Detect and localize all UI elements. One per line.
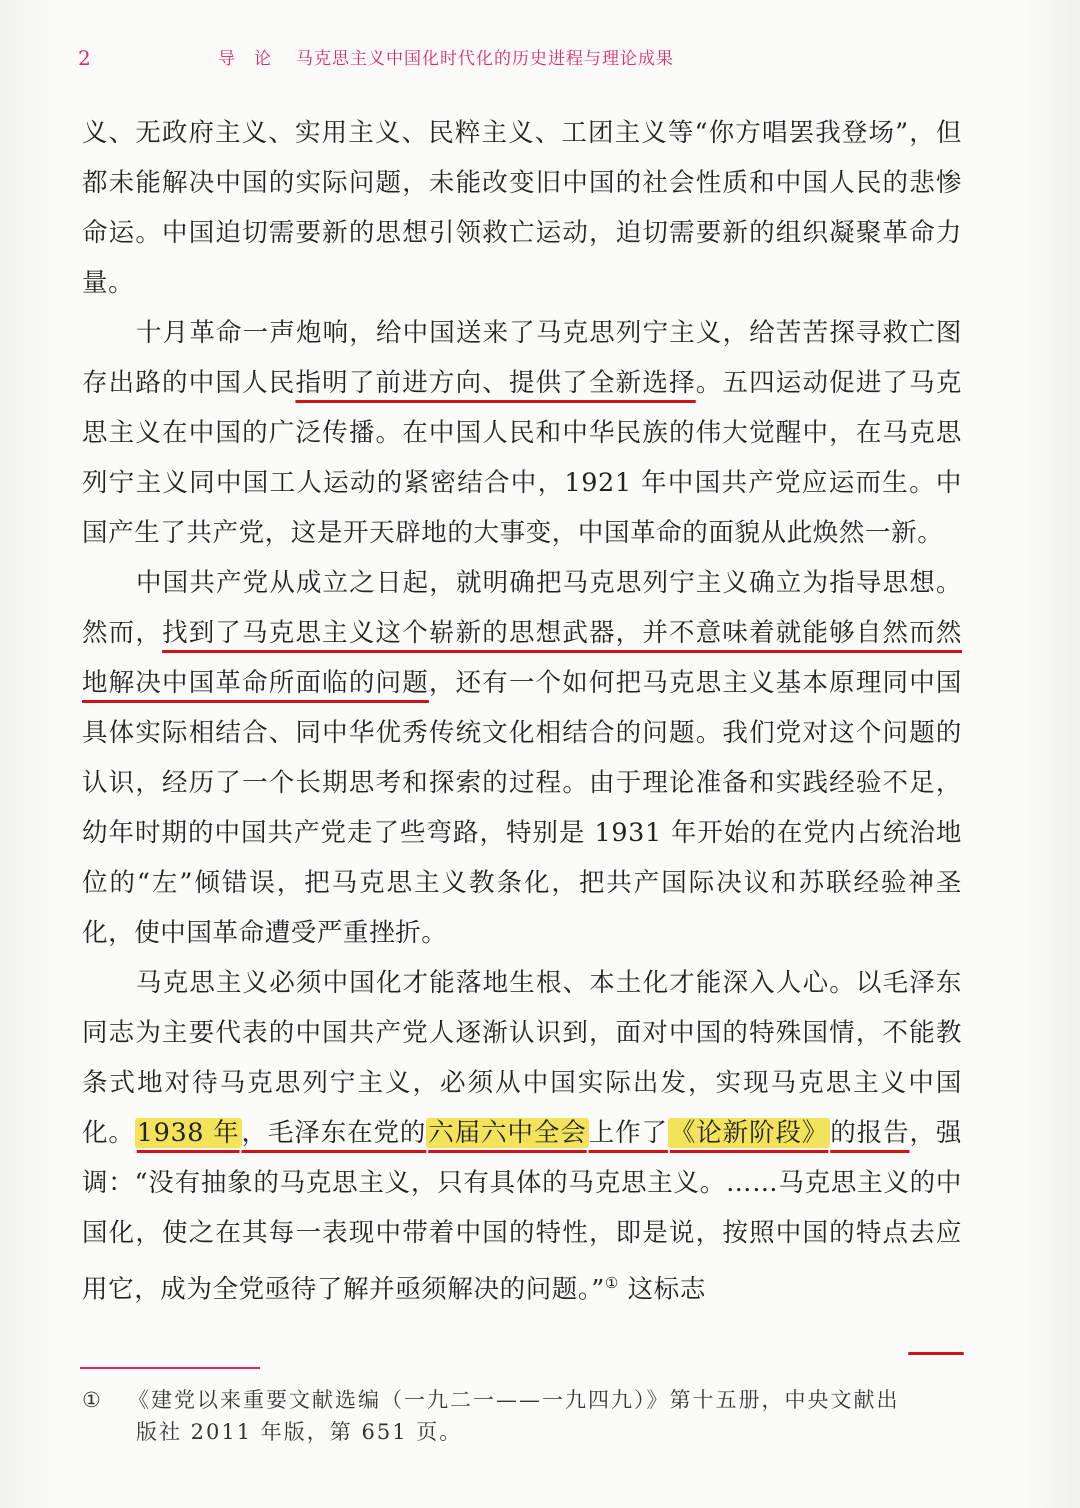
paragraph-4: 马克思主义必须中国化才能落地生根、本土化才能深入人心。以毛泽东同志为主要代表的中国共产党人逐渐认识到，面对中国的特殊国情，不能教条式地对待马克思列宁主义，必须从中国实际出发，实现马克思主义中国化。1938 年，毛泽东在党的六届六中全会上作了《论新阶段》的报告，强调：“没有抽象的马克思主义，只有具体的马克思主义。……马克思主义的中国化，使之在其每一表现中带着中国的特性，即是说，按照中国的特点去应用它，成为全党亟待了解并亟须解决的问题。”① 这标志	[82, 968, 962, 1305]
page-number: 2	[78, 46, 91, 70]
paragraph-1: 义、无政府主义、实用主义、民粹主义、工团主义等“你方唱罢我登场”，但都未能解决中国的实际问题，未能改变旧中国的社会性质和中国人民的悲惨命运。中国迫切需要新的思想引领救亡运动，迫切需要新的组织凝聚革命力量。	[82, 118, 962, 298]
footnote-divider	[80, 1367, 260, 1369]
paragraph-3: 中国共产党从成立之日起，就明确把马克思列宁主义确立为指导思想。然而，找到了马克思主义这个崭新的思想武器，并不意味着就能够自然而然地解决中国革命所面临的问题，还有一个如何把马克思主义基本原理同中国具体实际相结合、同中华优秀传统文化相结合的问题。我们党对这个问题的认识，经历了一个长期思考和探索的过程。由于理论准备和实践经验不足，幼年时期的中国共产党走了些弯路，特别是 1931 年开始的在党内占统治地位的“左”倾错误，把马克思主义教条化，把共产国际决议和苏联经验神圣化，使中国革命遭受严重挫折。	[82, 568, 962, 948]
underline-mark	[908, 1352, 964, 1355]
underlined-text: 找到了马克思主义这个崭新的思想武器，并不意味着就能够自然而然地解决中国革命所面临的问题	[82, 618, 962, 698]
section-label: 导 论	[218, 49, 272, 69]
paragraph-2: 十月革命一声炮响，给中国送来了马克思列宁主义，给苦苦探寻救亡图存出路的中国人民指明了前进方向、提供了全新选择。五四运动促进了马克思主义在中国的广泛传播。在中国人民和中华民族的伟大觉醒中，在马克思列宁主义同中国工人运动的紧密结合中，1921 年中国共产党应运而生。中国产生了共产党，这是开天辟地的大事变，中国革命的面貌从此焕然一新。	[82, 318, 962, 548]
footnote-line-2: 版社 2011 年版，第 651 页。	[136, 1420, 463, 1444]
footnote-ref: ①	[604, 1274, 619, 1292]
running-title	[218, 44, 674, 69]
footnote-mark: ①	[82, 1388, 103, 1412]
highlight-year: 1938 年	[136, 1118, 240, 1148]
footnote	[82, 1384, 962, 1448]
highlight-plenum: 六届六中全会	[428, 1118, 587, 1148]
footnote-line-1: ① 《建党以来重要文献选编（一九二一——一九四九）》第十五册，中央文献出	[82, 1384, 962, 1416]
underlined-report-sentence: 1938 年，毛泽东在党的六届六中全会上作了《论新阶段》的报告	[136, 1118, 910, 1148]
chapter-title: 马克思主义中国化时代化的历史进程与理论成果	[296, 49, 674, 69]
body-text	[82, 108, 962, 1315]
running-header	[78, 42, 1000, 72]
highlight-title: 《论新阶段》	[669, 1118, 829, 1148]
underlined-text: 指明了前进方向、提供了全新选择	[295, 368, 696, 398]
